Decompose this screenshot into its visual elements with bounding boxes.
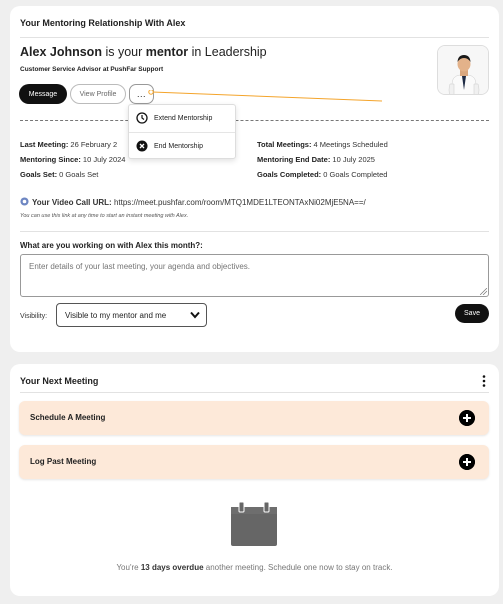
visibility-label: Visibility: xyxy=(20,313,48,320)
video-url-link[interactable]: https://meet.pushfar.com/room/MTQ1MDE1LTEONTAxNi02MjE5NA==/ xyxy=(111,198,366,207)
avatar-image xyxy=(438,46,489,95)
card-title: Your Next Meeting xyxy=(20,376,99,386)
video-call-icon xyxy=(20,197,29,206)
accent-pointer-line xyxy=(148,90,384,104)
close-circle-icon xyxy=(136,140,148,152)
more-options-menu xyxy=(128,104,236,159)
meeting-notes-textarea[interactable] xyxy=(20,254,489,297)
last-meeting: Last Meeting: 26 February 2 xyxy=(20,140,118,149)
end-mentorship-item[interactable] xyxy=(129,133,235,160)
next-meeting-card xyxy=(10,364,499,596)
resize-handle-icon[interactable] xyxy=(480,288,487,295)
end-mentorship-label: End Mentorship xyxy=(154,143,204,150)
schedule-meeting-accordion[interactable] xyxy=(19,401,489,435)
headline-field: in Leadership xyxy=(188,45,267,59)
message-button[interactable]: Message xyxy=(19,84,67,104)
kebab-menu-icon[interactable] xyxy=(481,375,487,387)
person-role: Customer Service Advisor at PushFar Support xyxy=(20,66,164,73)
more-options-button[interactable]: ... xyxy=(129,84,154,104)
log-past-meeting-accordion[interactable] xyxy=(19,445,489,479)
headline-mentor: mentor xyxy=(145,45,189,59)
visibility-select[interactable] xyxy=(56,303,207,327)
monthly-question: What are you working on with Alex this month?: xyxy=(20,241,203,250)
video-hint: You can use this link at any time to start an instant meeting with Alex. xyxy=(20,213,189,219)
goals-set: Goals Set: 0 Goals Set xyxy=(20,170,99,179)
plus-icon[interactable] xyxy=(459,454,475,470)
mentoring-end-date: Mentoring End Date: 10 July 2025 xyxy=(257,155,375,164)
chevron-down-icon xyxy=(190,311,200,319)
headline-is-your: is your xyxy=(101,45,146,59)
mentor-headline xyxy=(20,45,267,59)
save-button[interactable]: Save xyxy=(455,304,489,323)
mentor-avatar[interactable] xyxy=(437,45,489,95)
clock-icon xyxy=(136,112,148,124)
mentoring-relationship-card xyxy=(10,6,499,352)
log-past-meeting-label: Log Past Meeting xyxy=(30,457,97,466)
view-profile-button[interactable]: View Profile xyxy=(70,84,126,104)
mentoring-since: Mentoring Since: 10 July 2024 xyxy=(20,155,126,164)
divider xyxy=(20,37,489,38)
overdue-message: You're 13 days overdue another meeting. Schedule one now to stay on track. xyxy=(116,563,393,572)
extend-mentorship-label: Extend Mentorship xyxy=(154,115,213,122)
goals-completed: Goals Completed: 0 Goals Completed xyxy=(257,170,388,179)
total-meetings: Total Meetings: 4 Meetings Scheduled xyxy=(257,140,388,149)
person-name: Alex Johnson xyxy=(20,45,102,59)
extend-mentorship-item[interactable] xyxy=(129,105,235,132)
calendar-icon xyxy=(230,501,278,547)
card-title: Your Mentoring Relationship With Alex xyxy=(20,18,186,28)
divider xyxy=(20,231,489,232)
divider xyxy=(20,392,489,393)
schedule-meeting-label: Schedule A Meeting xyxy=(30,413,106,422)
dashed-divider xyxy=(20,120,489,121)
visibility-value: Visible to my mentor and me xyxy=(65,310,167,320)
video-call-url: Your Video Call URL: https://meet.pushfar.com/room/MTQ1MDE1LTEONTAxNi02MjE5NA==/ xyxy=(20,197,366,207)
plus-icon[interactable] xyxy=(459,410,475,426)
